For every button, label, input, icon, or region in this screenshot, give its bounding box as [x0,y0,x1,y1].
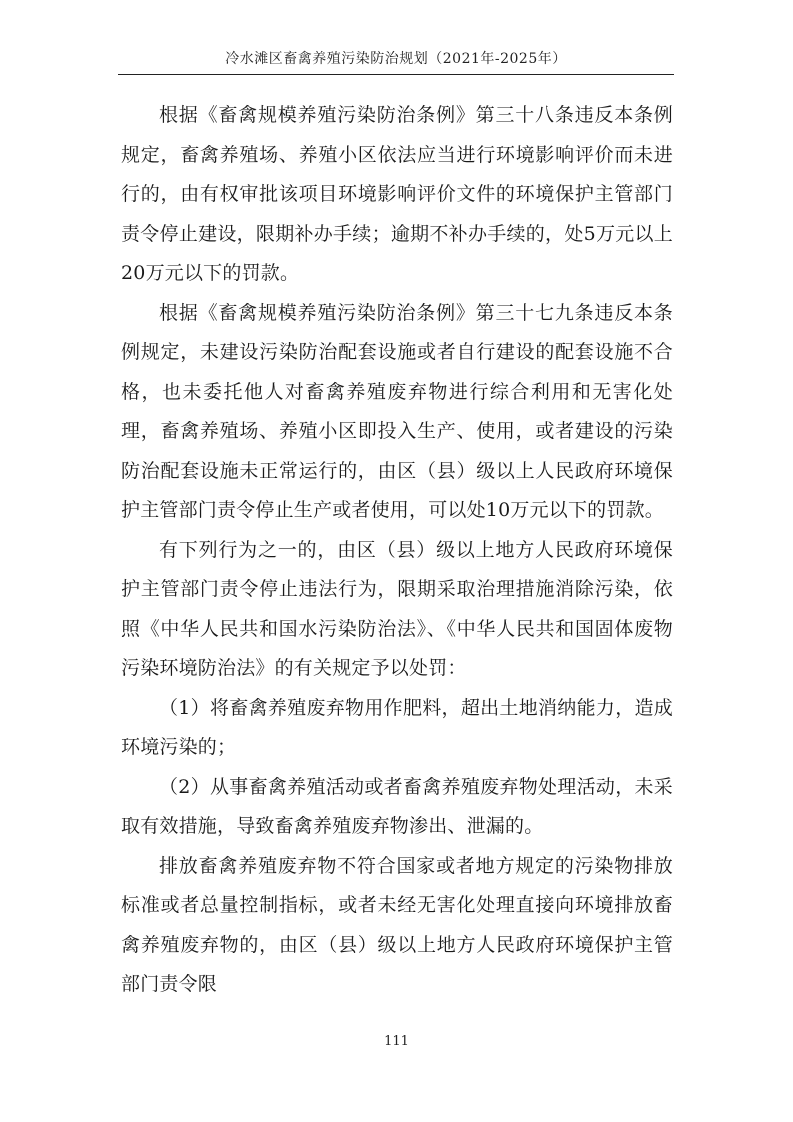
page-number: 111 [384,1034,409,1049]
paragraph-3: 有下列行为之一的，由区（县）级以上地方人民政府环境保护主管部门责令停止违法行为，限期采取治理措施消除污染，依照《中华人民共和国水污染防治法》、《中华人民共和国固体废物污染环境防治法》的有关规定予以处罚： [121,538,673,679]
paragraph-item-1: （1）将畜禽养殖废弃物用作肥料，超出土地消纳能力，造成环境污染的； [121,696,673,758]
paragraph-4: 排放畜禽养殖废弃物不符合国家或者地方规定的污染物排放标准或者总量控制指标，或者未经无害化处理直接向环境排放畜禽养殖废弃物的，由区（县）级以上地方人民政府环境保护主管部门责令限 [121,854,673,995]
paragraph-1: 根据《畜禽规模养殖污染防治条例》第三十八条违反本条例规定，畜禽养殖场、养殖小区依法应当进行环境影响评价而未进行的，由有权审批该项目环境影响评价文件的环境保护主管部门责令停止建设，限期补办手续；逾期不补办手续的，处5万元以上20万元以下的罚款。 [121,104,673,284]
document-body [121,96,673,1005]
page-header [118,48,674,75]
paragraph-item-2: （2）从事畜禽养殖活动或者畜禽养殖废弃物处理活动，未采取有效措施，导致畜禽养殖废弃物渗出、泄漏的。 [121,775,673,837]
paragraph-2: 根据《畜禽规模养殖污染防治条例》第三十七九条违反本条例规定，未建设污染防治配套设施或者自行建设的配套设施不合格，也未委托他人对畜禽养殖废弃物进行综合利用和无害化处理，畜禽养殖场、养殖小区即投入生产、使用，或者建设的污染防治配套设施未正常运行的，由区（县）级以上人民政府环境保护主管部门责令停止生产或者使用，可以处10万元以下的罚款。 [121,301,673,521]
page-footer [0,1034,793,1049]
header-title: 冷水滩区畜禽养殖污染防治规划（2021年-2025年） [225,51,567,67]
